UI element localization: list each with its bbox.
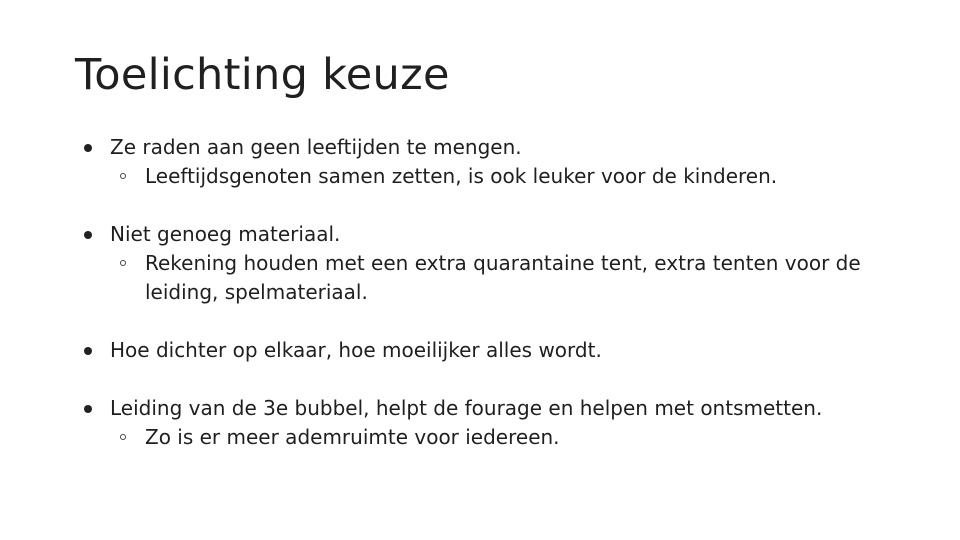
list-item-text: Leiding van de 3e bubbel, helpt de fourage en helpen met ontsmetten.: [110, 396, 823, 420]
bullet-dot-icon: [84, 144, 92, 152]
list-item: [80, 220, 910, 307]
list-item-text: Ze raden aan geen leeftijden te mengen.: [110, 135, 522, 159]
hollow-bullet-icon: [120, 260, 126, 266]
sub-list-item-text: Zo is er meer ademruimte voor iedereen.: [145, 425, 560, 449]
sub-list-item: [110, 249, 910, 307]
sub-list-item: [110, 162, 910, 191]
list-item-text: Hoe dichter op elkaar, hoe moeilijker alles wordt.: [110, 338, 602, 362]
hollow-bullet-icon: [120, 173, 126, 179]
sub-list-item-text: Leeftijdsgenoten samen zetten, is ook leuker voor de kinderen.: [145, 164, 778, 188]
list-item-text: Niet genoeg materiaal.: [110, 222, 341, 246]
bullet-dot-icon: [84, 405, 92, 413]
hollow-bullet-icon: [120, 434, 126, 440]
bullet-dot-icon: [84, 347, 92, 355]
list-item: [80, 336, 910, 365]
slide-title: Toelichting keuze: [75, 50, 450, 100]
list-item: [80, 394, 910, 452]
bullet-list: [80, 133, 910, 452]
sub-list-item-text: Rekening houden met een extra quarantaine tent, extra tenten voor de leiding, spelmateriaal.: [145, 251, 861, 304]
bullet-dot-icon: [84, 231, 92, 239]
sub-list-item: [110, 423, 910, 452]
list-item: [80, 133, 910, 191]
